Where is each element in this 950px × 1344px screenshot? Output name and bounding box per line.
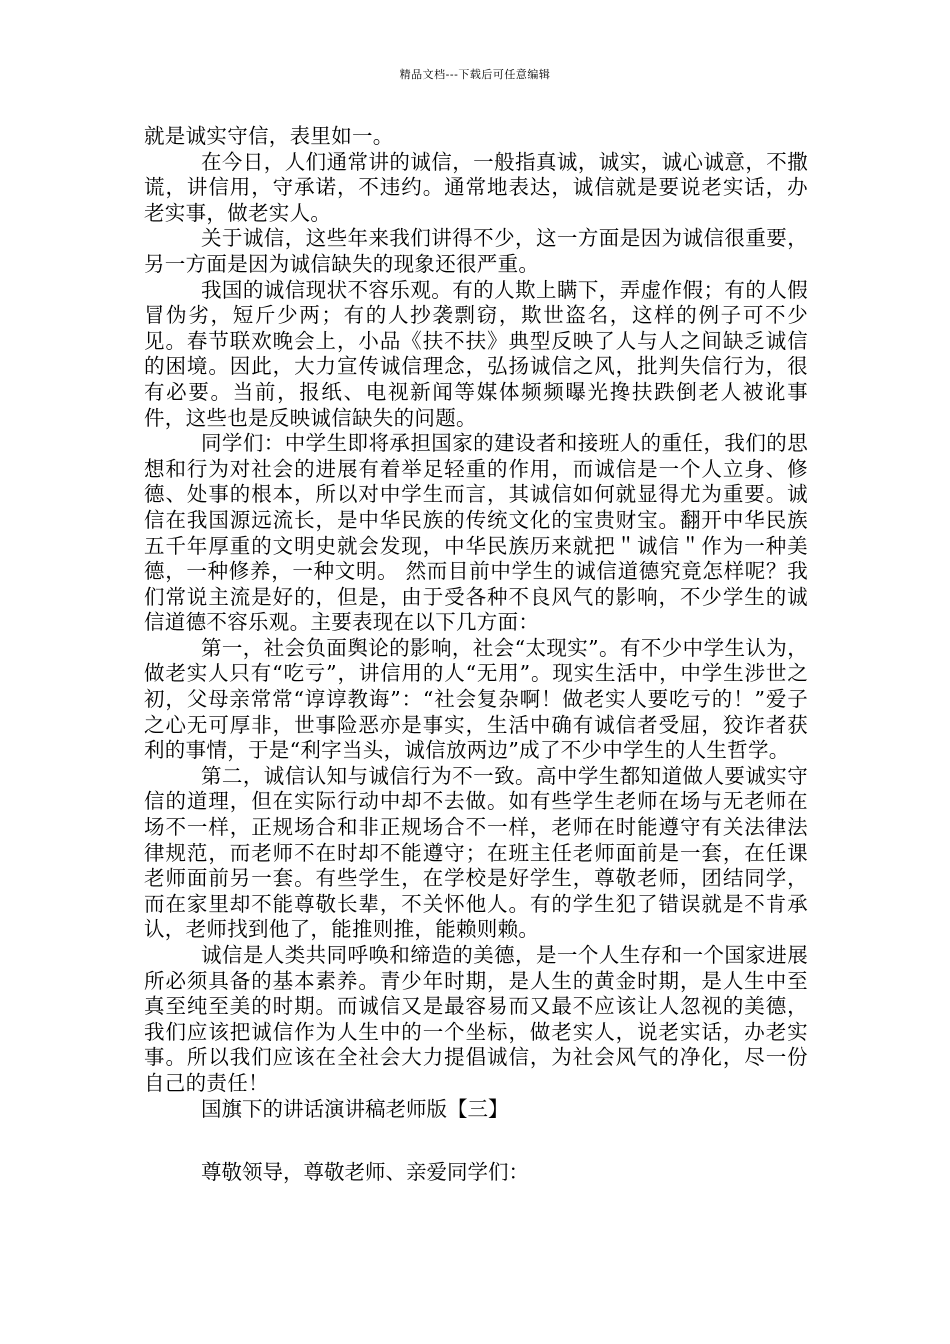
document-body bbox=[144, 124, 808, 1186]
paragraph-first-point: 第一，社会负面舆论的影响，社会“太现实”。有不少中学生认为，做老实人只有“吃亏”，讲信用的人“无用”。现实生活中，中学生涉世之初，父母亲常常“谆谆教诲”：“社会复杂啊！做老实人要吃亏的！”爱子之心无可厚非，世事险恶亦是事实，生活中确有诚信者受屈，狡诈者获利的事情，于是“利字当头，诚信放两边”成了不少中学生的人生哲学。 bbox=[144, 635, 808, 763]
spacer bbox=[144, 1122, 808, 1160]
paragraph-definition: 在今日，人们通常讲的诚信，一般指真诚，诚实，诚心诚意，不撒谎，讲信用，守承诺，不违约。通常地表达，诚信就是要说老实话，办老实事，做老实人。 bbox=[144, 149, 808, 225]
greeting-line: 尊敬领导，尊敬老师、亲爱同学们： bbox=[201, 1160, 529, 1185]
section-heading: 国旗下的讲话演讲稿老师版【三】 bbox=[201, 1096, 509, 1121]
paragraph-status: 我国的诚信现状不容乐观。有的人欺上瞒下，弄虚作假；有的人假冒伪劣，短斤少两；有的人抄袭剽窃，欺世盗名，这样的例子可不少见。春节联欢晚会上，小品《扶不扶》典型反映了人与人之间缺乏诚信的困境。因此，大力宣传诚信理念，弘扬诚信之风，批判失信行为，很有必要。当前，报纸、电视新闻等媒体频频曝光搀扶跌倒老人被讹事件，这些也是反映诚信缺失的问题。 bbox=[144, 277, 808, 430]
paragraph-importance: 关于诚信，这些年来我们讲得不少，这一方面是因为诚信很重要，另一方面是因为诚信缺失的现象还很严重。 bbox=[144, 226, 808, 276]
paragraph-continuation: 就是诚实守信，表里如一。 bbox=[144, 124, 394, 148]
page-header: 精品文档---下载后可任意编辑 bbox=[399, 68, 551, 81]
paragraph-second-point: 第二，诚信认知与诚信行为不一致。高中学生都知道做人要诚实守信的道理，但在实际行动中却不去做。如有些学生老师在场与无老师在场不一样，正规场合和非正规场合不一样，老师在时能遵守有关法律法律规范，而老师不在时却不能遵守；在班主任老师面前是一套，在任课老师面前另一套。有些学生，在学校是好学生，尊敬老师，团结同学，而在家里却不能尊敬长辈，不关怀他人。有的学生犯了错误就是不肯承认，老师找到他了，能推则推，能赖则赖。 bbox=[144, 763, 808, 942]
paragraph-conclusion: 诚信是人类共同呼唤和缔造的美德，是一个人生存和一个国家进展所必须具备的基本素养。青少年时期，是人生的黄金时期，是人生中至真至纯至美的时期。而诚信又是最容易而又最不应该让人忽视的美德，我们应该把诚信作为人生中的一个坐标，做老实人，说老实话，办老实事。所以我们应该在全社会大力提倡诚信，为社会风气的净化，尽一份自己的责任！ bbox=[144, 943, 808, 1095]
paragraph-students: 同学们：中学生即将承担国家的建设者和接班人的重任，我们的思想和行为对社会的进展有着举足轻重的作用，而诚信是一个人立身、修德、处事的根本，所以对中学生而言，其诚信如何就显得尤为重要。诚信在我国源远流长，是中华民族的传统文化的宝贵财宝。翻开中华民族五千年厚重的文明史就会发现，中华民族历来就把＂诚信＂作为一种美德，一种修养，一种文明。 然而目前中学生的诚信道德究竟怎样呢？我们常说主流是好的，但是，由于受各种不良风气的影响，不少学生的诚信道德不容乐观。主要表现在以下几方面： bbox=[144, 431, 808, 635]
